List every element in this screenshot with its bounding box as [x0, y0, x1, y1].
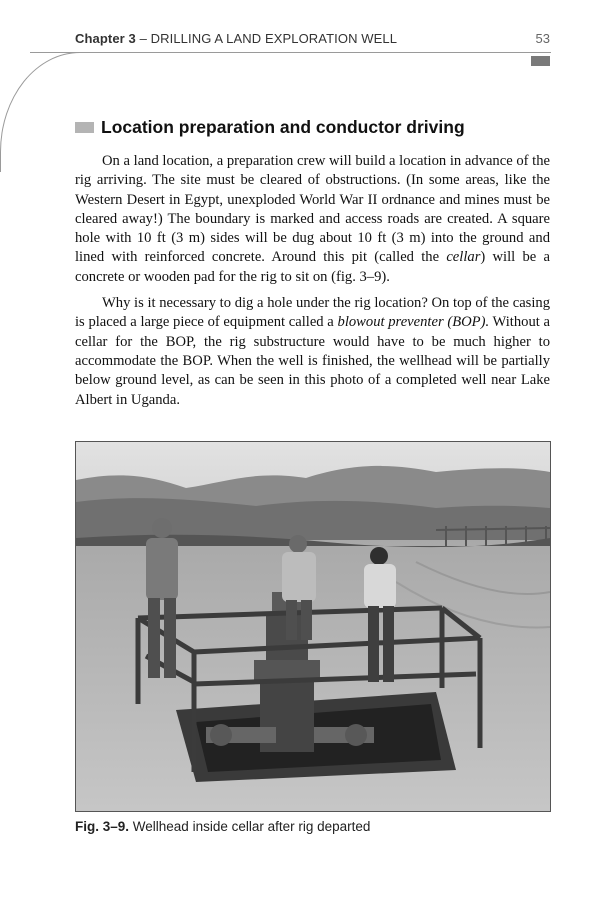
section-heading: [75, 117, 555, 141]
chapter-tab-marker: [531, 56, 550, 66]
figure-label: Fig. 3–9.: [75, 819, 130, 834]
header-rule: [30, 52, 551, 53]
figure-caption-text: Wellhead inside cellar after rig departed: [129, 819, 371, 834]
running-head: [75, 29, 550, 49]
page-number: 53: [535, 31, 550, 46]
body-text: [75, 152, 550, 417]
figure-photo: [75, 441, 551, 812]
figure-caption: [75, 819, 555, 834]
section-heading-text: Location preparation and conductor driving: [101, 117, 465, 137]
heading-marker-icon: [75, 122, 94, 133]
paragraph: On a land location, a preparation crew will build a location in advance of the rig arriving. The site must be cleared of obstructions. (In some areas, like the Western Desert in Egypt, unexploded World War II ordnance and mines must be cleared away!) The boundary is marked and access roads are created. A square hole with 10 ft (3 m) sides will be dug about 10 ft (3 m) into the ground and lined with reinforced concrete. Around this pit (called the cellar) will be a concrete or wooden pad for the rig to sit on (fig. 3–9).: [75, 153, 550, 285]
term-bop: blowout preventer (BOP).: [337, 314, 490, 331]
wellhead-cellar-photo: [76, 442, 550, 811]
chapter-title: Chapter 3 – DRILLING A LAND EXPLORATION WELL: [75, 31, 398, 46]
paragraph: Why is it necessary to dig a hole under the rig location? On top of the casing is placed a large piece of equipment called a blowout preventer (BOP). Without a cellar for the BOP, the rig substructure would have to be much higher to accommodate the BOP. When the well is finished, the wellhead will be partially below ground level, as can be seen in this photo of a completed well near Lake Albert in Uganda.: [75, 295, 550, 408]
term-cellar: cellar: [446, 249, 481, 266]
